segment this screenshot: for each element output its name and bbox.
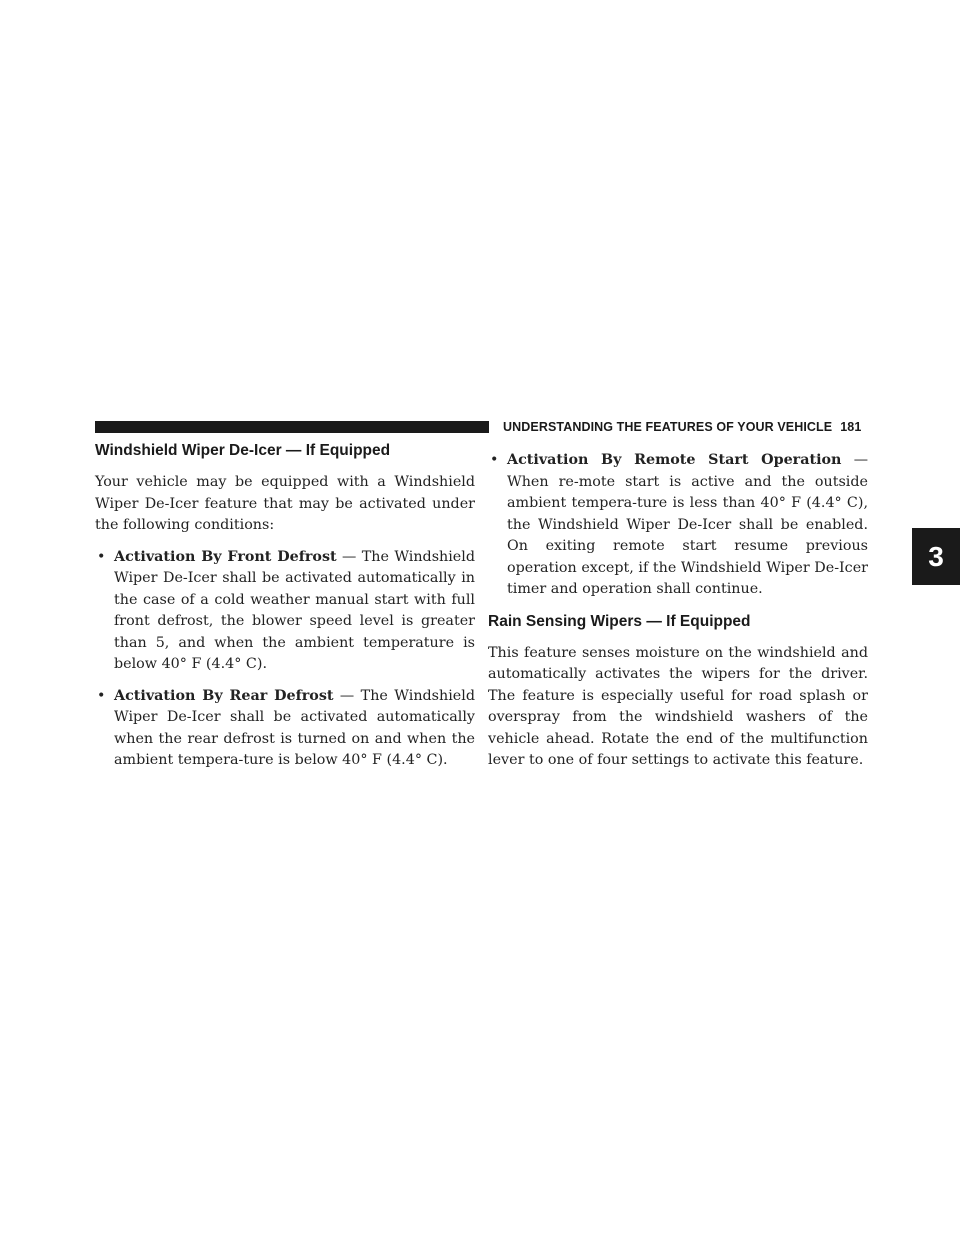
section-tab: 3 <box>912 528 960 585</box>
heading-wiper-deicer: Windshield Wiper De-Icer — If Equipped <box>95 442 391 459</box>
bullet-term: Activation By Rear Defrost <box>114 687 334 704</box>
bullet-dot: • <box>97 548 106 565</box>
bullet-rear-defrost <box>95 686 475 772</box>
bullet-dot: • <box>97 687 106 704</box>
bullet-remote-start <box>488 450 868 601</box>
bullet-term: Activation By Remote Start Operation <box>507 452 842 468</box>
right-column <box>488 450 868 772</box>
header-rule <box>95 421 489 433</box>
heading-rain-sensing: Rain Sensing Wipers — If Equipped <box>488 612 751 630</box>
intro-paragraph: Your vehicle may be equipped with a Windshield Wiper De-Icer feature that may be activated under the following conditions: <box>95 474 475 533</box>
rain-sensing-paragraph: This feature senses moisture on the windshield and automatically activates the wipers for the driver. The feature is especially useful for road splash or overspray from the windshield washers of the vehicle ahead. Rotate the end of the multifunction lever to one of four settings to activate this feature. <box>488 644 868 768</box>
bullet-text: — When re-mote start is active and the outside ambient tempera-ture is less than 40° F (4.4° C), the Windshield Wiper De-Icer shall be enabled. On exiting remote start resume previous operation except, if the Windshield Wiper De-Icer timer and operation shall continue. <box>507 452 868 597</box>
bullet-term: Activation By Front Defrost <box>114 548 337 565</box>
left-column <box>95 440 475 772</box>
bullet-front-defrost <box>95 547 475 676</box>
running-head <box>503 418 865 436</box>
bullet-dot: • <box>490 452 499 468</box>
running-head-title: UNDERSTANDING THE FEATURES OF YOUR VEHICLE <box>503 420 833 434</box>
bullet-text: — The Windshield Wiper De-Icer shall be activated automatically in the case of a cold weather manual start with full front defrost, the blower speed level is greater than 5, and when the ambient temperature is below 40° F (4.4° C). <box>114 548 475 672</box>
bullet-text: — The Windshield Wiper De-Icer shall be activated automatically when the rear defrost is turned on and when the ambient tempera-ture is below 40° F (4.4° C). <box>114 687 475 768</box>
page-number: 181 <box>840 420 862 434</box>
